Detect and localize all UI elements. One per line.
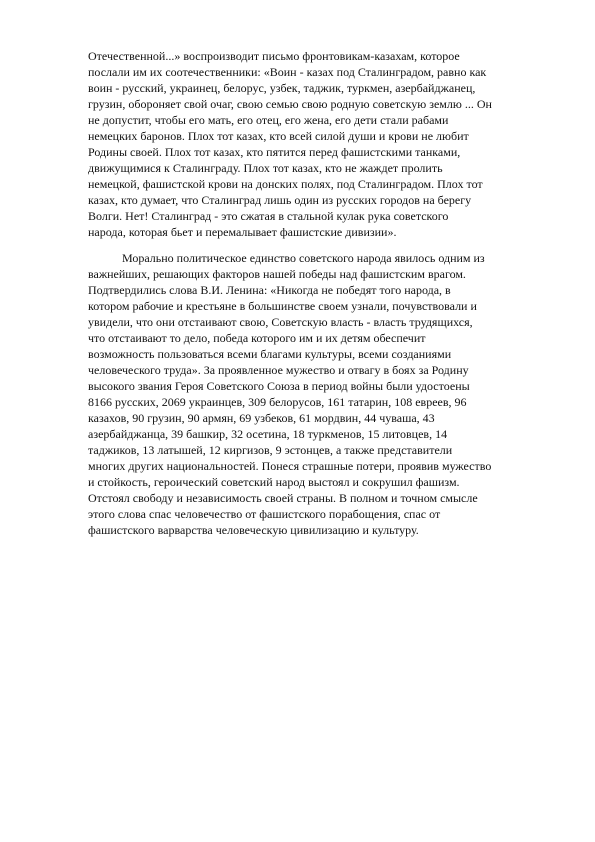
paragraph-line: казах, кто думает, что Сталинград лишь один из русских городов на берегу xyxy=(88,193,472,207)
paragraph-line: высокого звания Героя Советского Союза в период войны были удостоены xyxy=(88,379,470,393)
paragraph-line: Отстоял свободу и независимость своей страны. В полном и точном смысле xyxy=(88,491,478,505)
paragraph-1 xyxy=(88,48,552,240)
paragraph-line: 8166 русских, 2069 украинцев, 309 белорусов, 161 татарин, 108 евреев, 96 xyxy=(88,395,467,409)
paragraph-line: азербайджанца, 39 башкир, 32 осетина, 18 туркменов, 15 литовцев, 14 xyxy=(88,427,448,441)
paragraph-line: возможность пользоваться всеми благами культуры, всеми созданиями xyxy=(88,347,452,361)
paragraph-line: казахов, 90 грузин, 90 армян, 69 узбеков, 61 мордвин, 44 чуваша, 43 xyxy=(88,411,435,425)
paragraph-line: Подтвердились слова В.И. Ленина: «Никогда не победят того народа, в xyxy=(88,283,451,297)
paragraph-line: воин - русский, украинец, белорус, узбек, таджик, туркмен, азербайджанец, xyxy=(88,81,476,95)
paragraph-2 xyxy=(88,250,552,538)
paragraph-line: Родины своей. Плох тот казах, кто пятится перед фашистскими танками, xyxy=(88,145,461,159)
paragraph-line: что отстаивают то дело, победа которого им и их детям обеспечит xyxy=(88,331,426,345)
paragraph-line: этого слова спас человечество от фашистского порабощения, спас от xyxy=(88,507,441,521)
paragraph-line: человеческого труда». За проявленное мужество и отвагу в боях за Родину xyxy=(88,363,469,377)
paragraph-line: грузин, обороняет свой очаг, свою семью свою родную советскую землю ... Он xyxy=(88,97,492,111)
paragraph-spacer xyxy=(88,240,552,250)
paragraph-line: фашистского варварства человеческую цивилизацию и культуру. xyxy=(88,523,419,537)
paragraph-line: не допустит, чтобы его мать, его отец, его жена, его дети стали рабами xyxy=(88,113,449,127)
paragraph-line: и стойкость, героический советский народ выстоял и сокрушил фашизм. xyxy=(88,475,460,489)
paragraph-line: немецкой, фашистской крови на донских полях, под Сталинградом. Плох тот xyxy=(88,177,483,191)
paragraph-line: увидели, что они отстаивают свою, Советскую власть - власть трудящихся, xyxy=(88,315,473,329)
paragraph-line: народа, которая бьет и перемалывает фашистские дивизии». xyxy=(88,225,397,239)
paragraph-line: многих других национальностей. Понеся страшные потери, проявив мужество xyxy=(88,459,492,473)
paragraph-line: таджиков, 13 латышей, 12 киргизов, 9 эстонцев, а также представители xyxy=(88,443,453,457)
paragraph-line: Волги. Нет! Сталинград - это сжатая в стальной кулак рука советского xyxy=(88,209,449,223)
paragraph-line: немецких баронов. Плох тот казах, кто всей силой души и крови не любит xyxy=(88,129,469,143)
paragraph-line: движущимися к Сталинграду. Плох тот казах, кто не жаждет пролить xyxy=(88,161,443,175)
paragraph-line: Отечественной...» воспроизводит письмо фронтовикам-казахам, которое xyxy=(88,49,460,63)
paragraph-line: важнейших, решающих факторов нашей победы над фашистским врагом. xyxy=(88,267,466,281)
paragraph-line: послали им их соотечественники: «Воин - казах под Сталинградом, равно как xyxy=(88,65,487,79)
paragraph-line: котором рабочие и крестьяне в большинстве своем узнали, почувствовали и xyxy=(88,299,477,313)
document-body xyxy=(88,48,552,538)
paragraph-line: Морально политическое единство советского народа явилось одним из xyxy=(122,251,485,265)
